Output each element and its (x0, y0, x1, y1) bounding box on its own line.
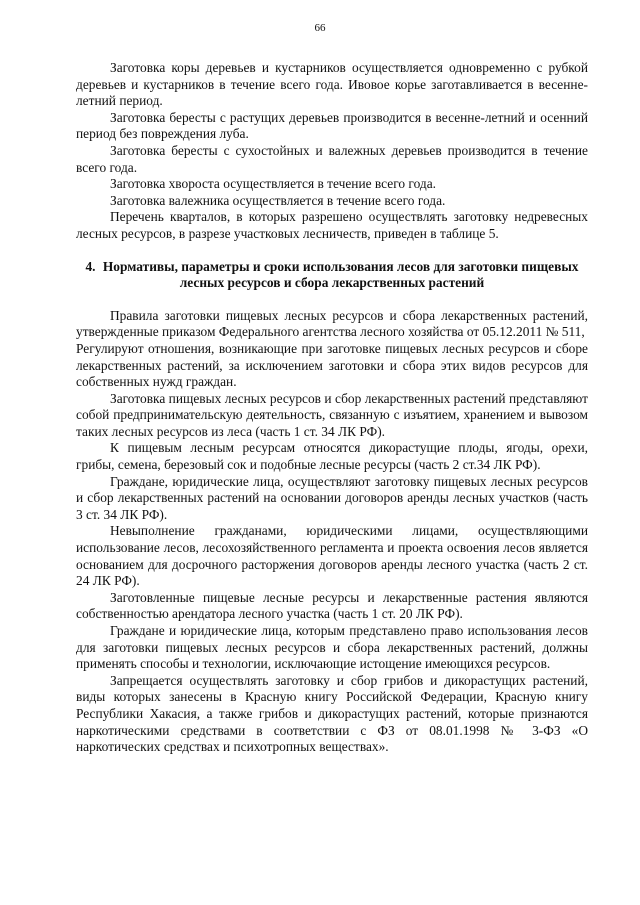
paragraph: Заготовка бересты с растущих деревьев производится в весенне-летний и осенний период без повреждения луба. (76, 109, 588, 142)
paragraph: Граждане и юридические лица, которым представлено право использования лесов для заготовки пищевых лесных ресурсов и сбора лекарственных растений, должны применять способы и технологии, исключающие истощение имеющихся ресурсов. (76, 623, 588, 672)
section-title: Нормативы, параметры и сроки использования лесов для заготовки пищевых лесных ресурсов и сбора лекарственных растений (102, 258, 579, 291)
paragraph: Невыполнение гражданами, юридическими лицами, осуществляющими использование лесов, лесохозяйственного регламента и проекта освоения лесов является основанием для досрочного расторжения договоров аренды лесного участка (часть 2 ст. 24 ЛК РФ). (76, 523, 588, 589)
document-body (76, 60, 588, 756)
paragraph: Заготовка коры деревьев и кустарников осуществляется одновременно с рубкой деревьев и кустарников в течение всего года. Ивовое корье заготавливается в весенне-летний период. (76, 60, 588, 109)
page-number: 66 (314, 22, 326, 34)
paragraph: Заготовка валежника осуществляется в течение всего года. (110, 192, 446, 208)
paragraph: Правила заготовки пищевых лесных ресурсов и сбора лекарственных растений, утвержденные приказом Федерального агентства лесного хозяйства от 05.12.2011 № 511, (76, 307, 588, 340)
paragraph: Граждане, юридические лица, осуществляют заготовку пищевых лесных ресурсов и сбор лекарственных растений на основании договоров аренды лесных участков (часть 3 ст. 34 ЛК РФ). (76, 473, 588, 522)
paragraph: К пищевым лесным ресурсам относятся дикорастущие плоды, ягоды, орехи, грибы, семена, березовый сок и подобные лесные ресурсы (часть 2 ст.34 ЛК РФ). (76, 440, 588, 473)
paragraph: Регулируют отношения, возникающие при заготовке пищевых лесных ресурсов и сборе лекарственных растений, за исключением заготовки и сбора этих видов ресурсов для собственных нужд граждан. (76, 340, 588, 390)
paragraph: Запрещается осуществлять заготовку и сбор грибов и дикорастущих растений, виды которых занесены в Красную книгу Российской Федерации, Красную книгу Республики Хакасия, а также грибов и дикорастущих растений, которые признаются наркотическими средствами в соответствии с ФЗ от 08.01.1998 № 3-ФЗ «О наркотических средствах и психотропных веществах». (76, 672, 588, 755)
paragraph: Заготовка пищевых лесных ресурсов и сбор лекарственных растений представляют собой предпринимательскую деятельность, связанную с изъятием, хранением и вывозом таких лесных ресурсов из леса (часть 1 ст. 34 ЛК РФ). (76, 390, 588, 439)
paragraph: Перечень кварталов, в которых разрешено осуществлять заготовку недревесных лесных ресурсов, в разрезе участковых лесничеств, приведен в таблице 5. (76, 209, 588, 241)
section-heading (76, 259, 588, 292)
paragraph: Заготовленные пищевые лесные ресурсы и лекарственные растения являются собственностью арендатора лесного участка (часть 1 ст. 20 ЛК РФ). (76, 589, 588, 622)
paragraph: Заготовка бересты с сухостойных и валежных деревьев производится в течение всего года. (76, 142, 588, 175)
paragraph: Заготовка хвороста осуществляется в течение всего года. (110, 176, 436, 192)
section-number: 4. (85, 258, 96, 274)
